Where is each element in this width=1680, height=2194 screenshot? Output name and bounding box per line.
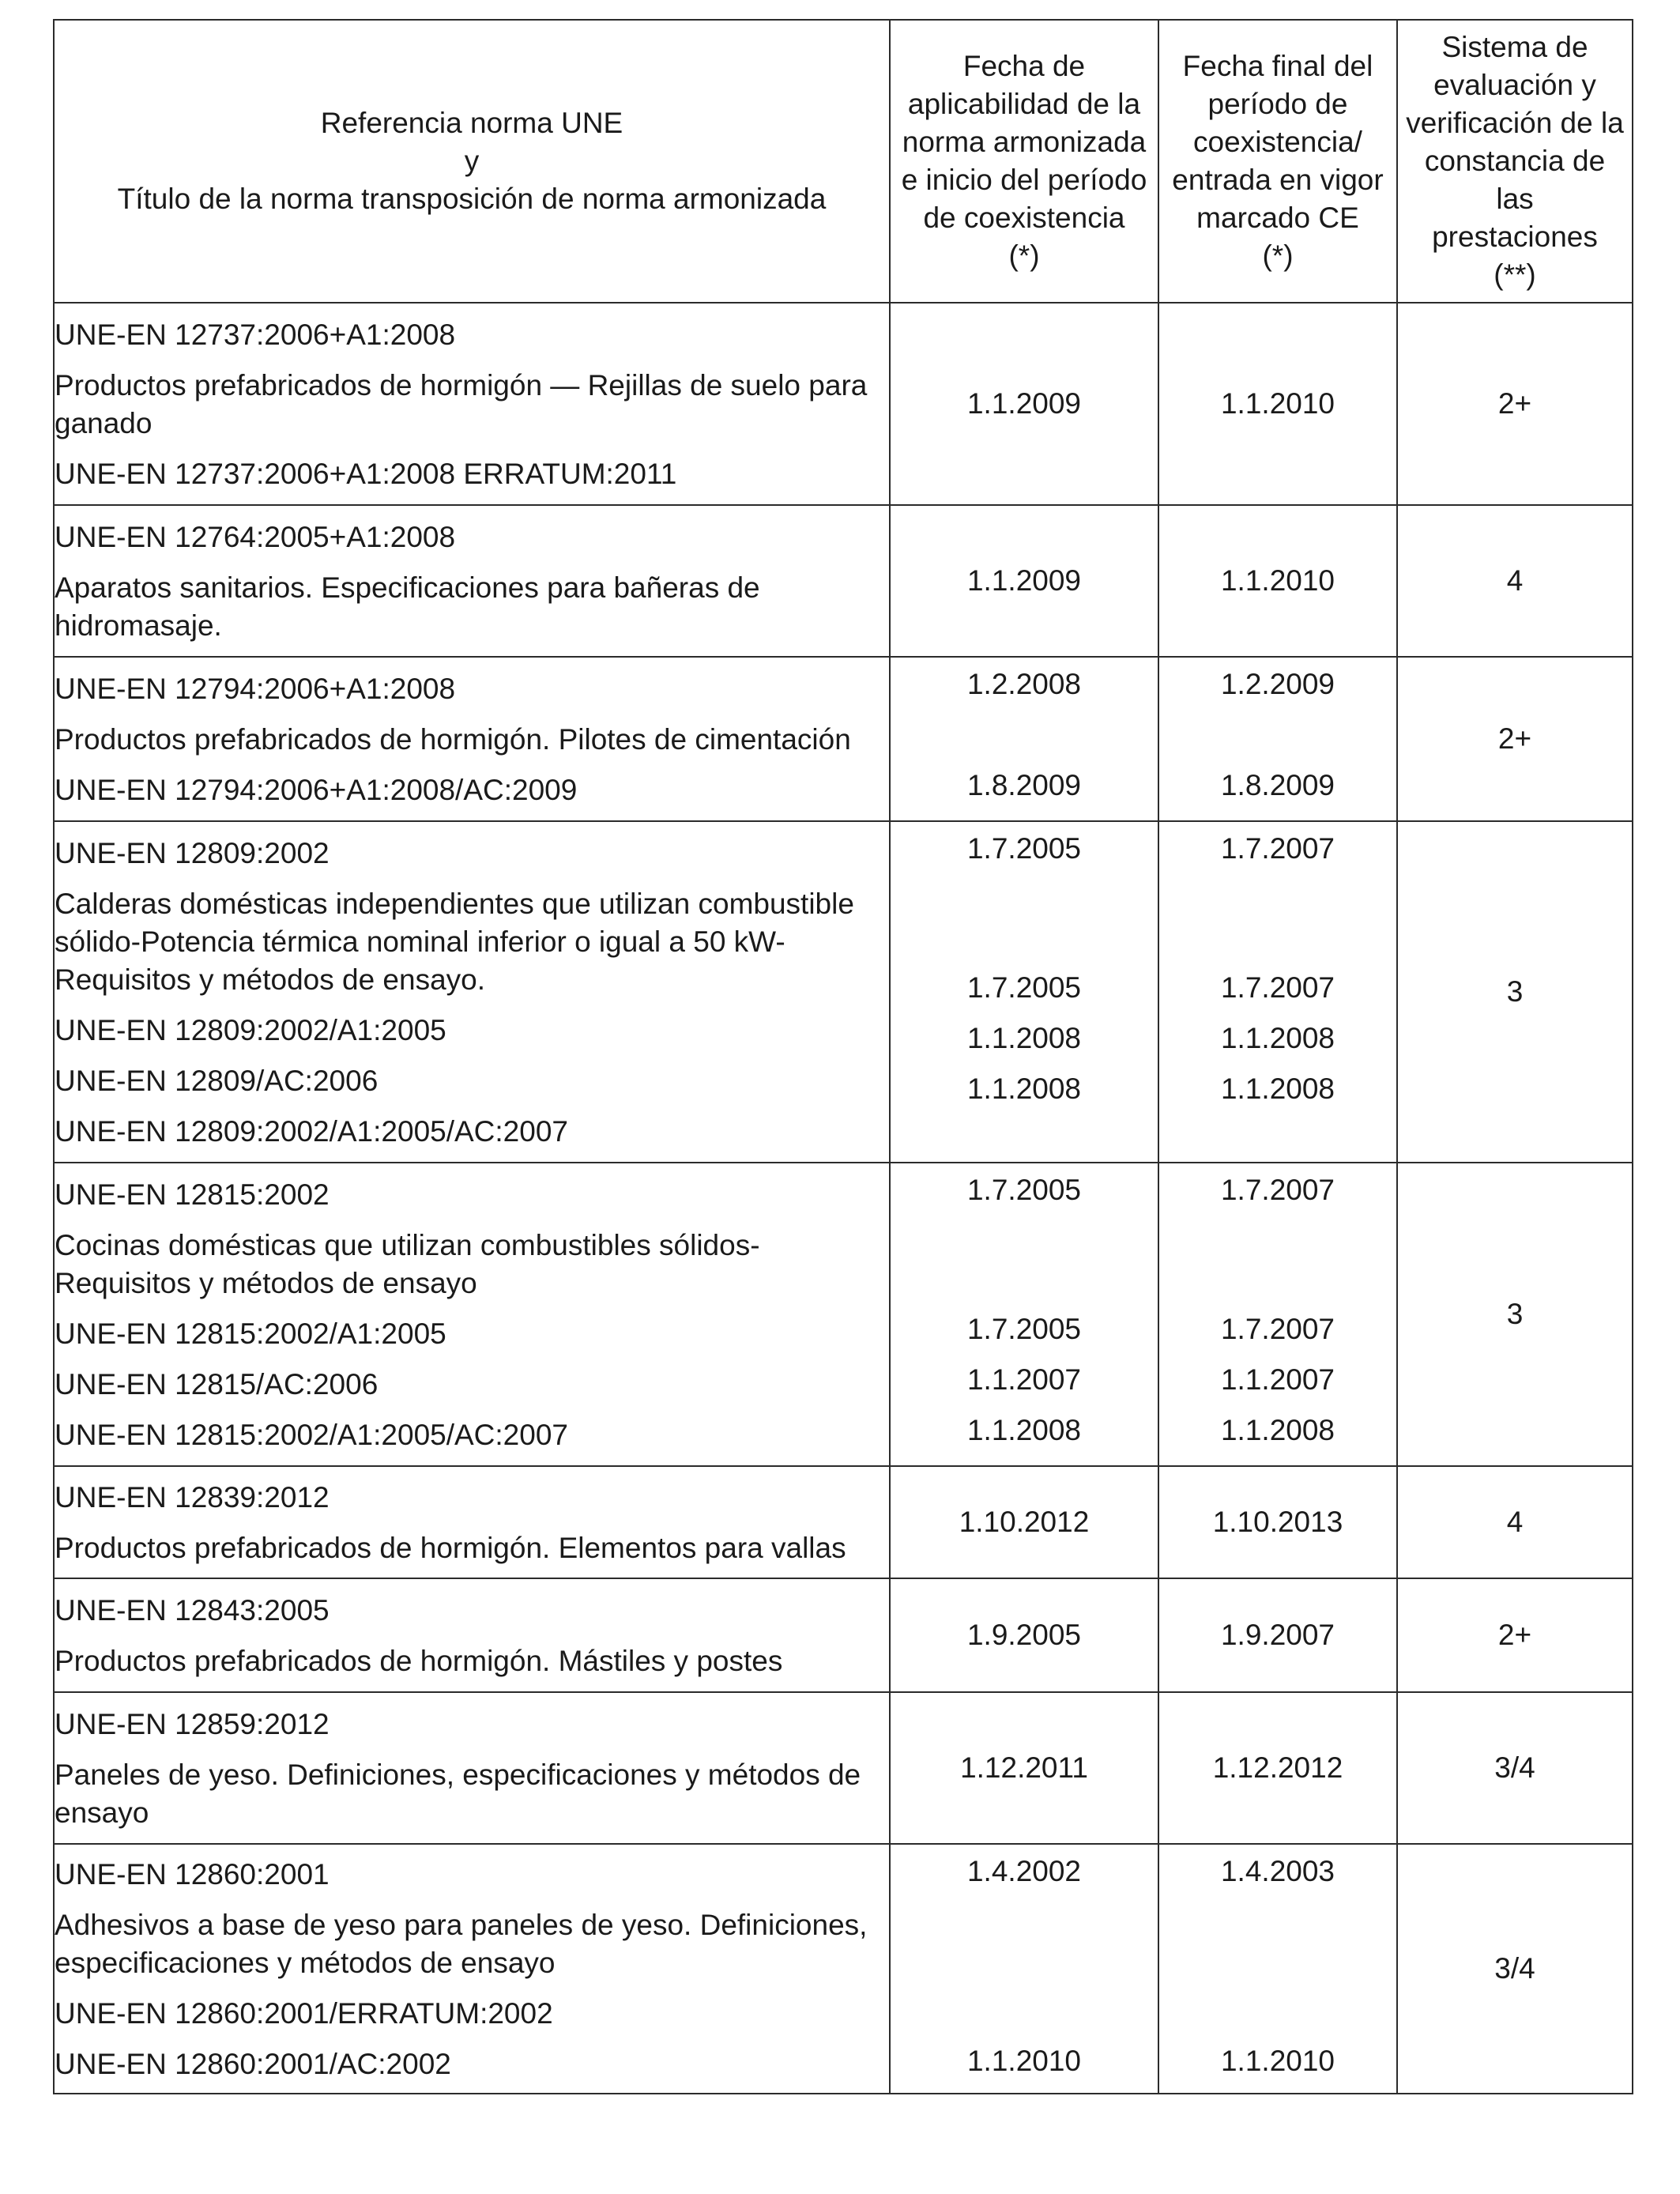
end-date-cell: 1.1.2010 <box>1158 505 1397 657</box>
header-line: Fecha final del <box>1182 50 1373 82</box>
header-line: Referencia norma UNE <box>320 107 623 139</box>
system-cell: 3/4 <box>1397 1692 1633 1844</box>
standard-code: UNE-EN 12859:2012 <box>55 1708 330 1740</box>
reference-cell <box>54 1692 890 1844</box>
end-date-cell: 1.1.2010 <box>1158 303 1397 505</box>
standard-title: Productos prefabricados de hormigón. Elementos para vallas <box>55 1532 846 1564</box>
header-line: período de <box>1207 88 1348 120</box>
standard-code: UNE-EN 12809:2002/A1:2005 <box>55 1014 446 1046</box>
standard-title: Productos prefabricados de hormigón — Rejillas de suelo para ganado <box>55 369 868 439</box>
date-value: 1.7.2005 <box>966 832 1082 865</box>
date-value: 1.1.2008 <box>966 1072 1082 1105</box>
date-value: 1.1.2008 <box>1220 1072 1335 1105</box>
header-line: (*) <box>1262 239 1294 272</box>
standard-code: UNE-EN 12809/AC:2006 <box>55 1065 379 1097</box>
date-value: 1.7.2007 <box>1220 1174 1335 1206</box>
header-line: constancia de las <box>1424 145 1606 215</box>
date-value: 1.8.2009 <box>966 769 1082 801</box>
table-row <box>54 1466 1633 1578</box>
date-value: 1.2.2009 <box>1220 668 1335 700</box>
start-date-cell <box>890 657 1158 821</box>
header-line: norma armonizada <box>902 126 1147 158</box>
end-date-cell <box>1158 1844 1397 2094</box>
reference-cell <box>54 303 890 505</box>
standard-code: UNE-EN 12794:2006+A1:2008 <box>55 673 456 705</box>
standard-code: UNE-EN 12815/AC:2006 <box>55 1368 379 1400</box>
end-date-cell: 1.10.2013 <box>1158 1466 1397 1578</box>
standard-code: UNE-EN 12809:2002/A1:2005/AC:2007 <box>55 1115 568 1148</box>
end-date-cell <box>1158 821 1397 1163</box>
standard-title: Productos prefabricados de hormigón. Mástiles y postes <box>55 1645 783 1677</box>
date-value: 1.7.2005 <box>966 971 1082 1004</box>
system-cell: 4 <box>1397 1466 1633 1578</box>
standard-title: Productos prefabricados de hormigón. Pilotes de cimentación <box>55 723 851 756</box>
date-value: 1.8.2009 <box>1220 769 1335 801</box>
standard-code: UNE-EN 12737:2006+A1:2008 <box>55 319 456 351</box>
date-value: 1.7.2007 <box>1220 1313 1335 1345</box>
harmonized-standards-table <box>53 19 1633 2094</box>
header-line: (*) <box>1008 239 1040 272</box>
date-value: 1.1.2008 <box>1220 1022 1335 1054</box>
date-value: 1.1.2010 <box>1220 2045 1335 2077</box>
system-cell: 2+ <box>1397 303 1633 505</box>
header-line: coexistencia/ <box>1193 126 1362 158</box>
header-line: Fecha de <box>962 50 1086 82</box>
table-row <box>54 505 1633 657</box>
header-line: aplicabilidad de la <box>907 88 1141 120</box>
system-cell: 3/4 <box>1397 1844 1633 2094</box>
header-line: Título de la norma transposición de norma armonizada <box>117 183 827 215</box>
standard-code: UNE-EN 12839:2012 <box>55 1481 330 1514</box>
date-value: 1.7.2005 <box>966 1313 1082 1345</box>
date-value: 1.7.2007 <box>1220 971 1335 1004</box>
date-value: 1.1.2007 <box>1220 1363 1335 1396</box>
standard-code: UNE-EN 12860:2001/AC:2002 <box>55 2048 451 2080</box>
header-line: marcado CE <box>1196 202 1359 234</box>
start-date-cell <box>890 1163 1158 1466</box>
header-reference <box>54 20 890 303</box>
table-row <box>54 1163 1633 1466</box>
table-row <box>54 1578 1633 1692</box>
table-row <box>54 303 1633 505</box>
start-date-cell: 1.10.2012 <box>890 1466 1158 1578</box>
system-cell: 2+ <box>1397 1578 1633 1692</box>
header-line: Sistema de <box>1441 31 1588 63</box>
table-row <box>54 1692 1633 1844</box>
start-date-cell <box>890 1844 1158 2094</box>
standard-code: UNE-EN 12764:2005+A1:2008 <box>55 521 456 553</box>
table-header-row <box>54 20 1633 303</box>
date-value: 1.1.2008 <box>966 1414 1082 1446</box>
date-value: 1.2.2008 <box>966 668 1082 700</box>
system-cell: 4 <box>1397 505 1633 657</box>
header-end-date <box>1158 20 1397 303</box>
start-date-cell: 1.1.2009 <box>890 505 1158 657</box>
header-line: de coexistencia <box>923 202 1125 234</box>
standard-code: UNE-EN 12809:2002 <box>55 837 330 869</box>
system-cell: 2+ <box>1397 657 1633 821</box>
start-date-cell: 1.9.2005 <box>890 1578 1158 1692</box>
reference-cell <box>54 1578 890 1692</box>
date-value: 1.4.2003 <box>1220 1855 1335 1887</box>
system-cell: 3 <box>1397 821 1633 1163</box>
standard-title: Paneles de yeso. Definiciones, especificaciones y métodos de ensayo <box>55 1759 861 1829</box>
date-value: 1.4.2002 <box>966 1855 1082 1887</box>
standard-title: Aparatos sanitarios. Especificaciones para bañeras de hidromasaje. <box>55 571 760 642</box>
reference-cell <box>54 1844 890 2094</box>
header-line: entrada en vigor <box>1172 164 1384 196</box>
reference-cell <box>54 505 890 657</box>
start-date-cell <box>890 821 1158 1163</box>
end-date-cell <box>1158 657 1397 821</box>
table-row <box>54 1844 1633 2094</box>
header-line: y <box>464 145 480 177</box>
standard-code: UNE-EN 12860:2001/ERRATUM:2002 <box>55 1997 553 2030</box>
date-value: 1.1.2008 <box>966 1022 1082 1054</box>
standard-code: UNE-EN 12815:2002 <box>55 1178 330 1211</box>
table-row <box>54 657 1633 821</box>
standard-title: Adhesivos a base de yeso para paneles de yeso. Definiciones, especificaciones y métodos de ensayo <box>55 1909 868 1979</box>
standard-title: Cocinas domésticas que utilizan combustibles sólidos- Requisitos y métodos de ensayo <box>55 1229 760 1299</box>
date-value: 1.1.2010 <box>966 2045 1082 2077</box>
header-line: e inicio del período <box>901 164 1147 196</box>
reference-cell <box>54 1163 890 1466</box>
standard-title: Calderas domésticas independientes que utilizan combustible sólido-Potencia térmica nominal inferior o igual a 50 kW-Requisitos y métodos de ensayo. <box>55 888 854 996</box>
header-line: verificación de la <box>1406 107 1624 139</box>
header-line: (**) <box>1494 258 1536 291</box>
date-value: 1.7.2005 <box>966 1174 1082 1206</box>
date-value: 1.7.2007 <box>1220 832 1335 865</box>
reference-cell <box>54 657 890 821</box>
reference-cell <box>54 1466 890 1578</box>
standard-code: UNE-EN 12794:2006+A1:2008/AC:2009 <box>55 774 578 806</box>
standard-code: UNE-EN 12737:2006+A1:2008 ERRATUM:2011 <box>55 458 677 490</box>
end-date-cell: 1.12.2012 <box>1158 1692 1397 1844</box>
standard-code: UNE-EN 12860:2001 <box>55 1858 330 1891</box>
header-system <box>1397 20 1633 303</box>
date-value: 1.1.2007 <box>966 1363 1082 1396</box>
standard-code: UNE-EN 12815:2002/A1:2005 <box>55 1318 446 1350</box>
header-line: prestaciones <box>1432 221 1598 253</box>
start-date-cell: 1.12.2011 <box>890 1692 1158 1844</box>
date-value: 1.1.2008 <box>1220 1414 1335 1446</box>
end-date-cell <box>1158 1163 1397 1466</box>
standard-code: UNE-EN 12843:2005 <box>55 1594 330 1627</box>
system-cell: 3 <box>1397 1163 1633 1466</box>
header-line: evaluación y <box>1433 69 1596 101</box>
start-date-cell: 1.1.2009 <box>890 303 1158 505</box>
table-row <box>54 821 1633 1163</box>
header-applicability-date <box>890 20 1158 303</box>
standard-code: UNE-EN 12815:2002/A1:2005/AC:2007 <box>55 1419 568 1451</box>
reference-cell <box>54 821 890 1163</box>
end-date-cell: 1.9.2007 <box>1158 1578 1397 1692</box>
